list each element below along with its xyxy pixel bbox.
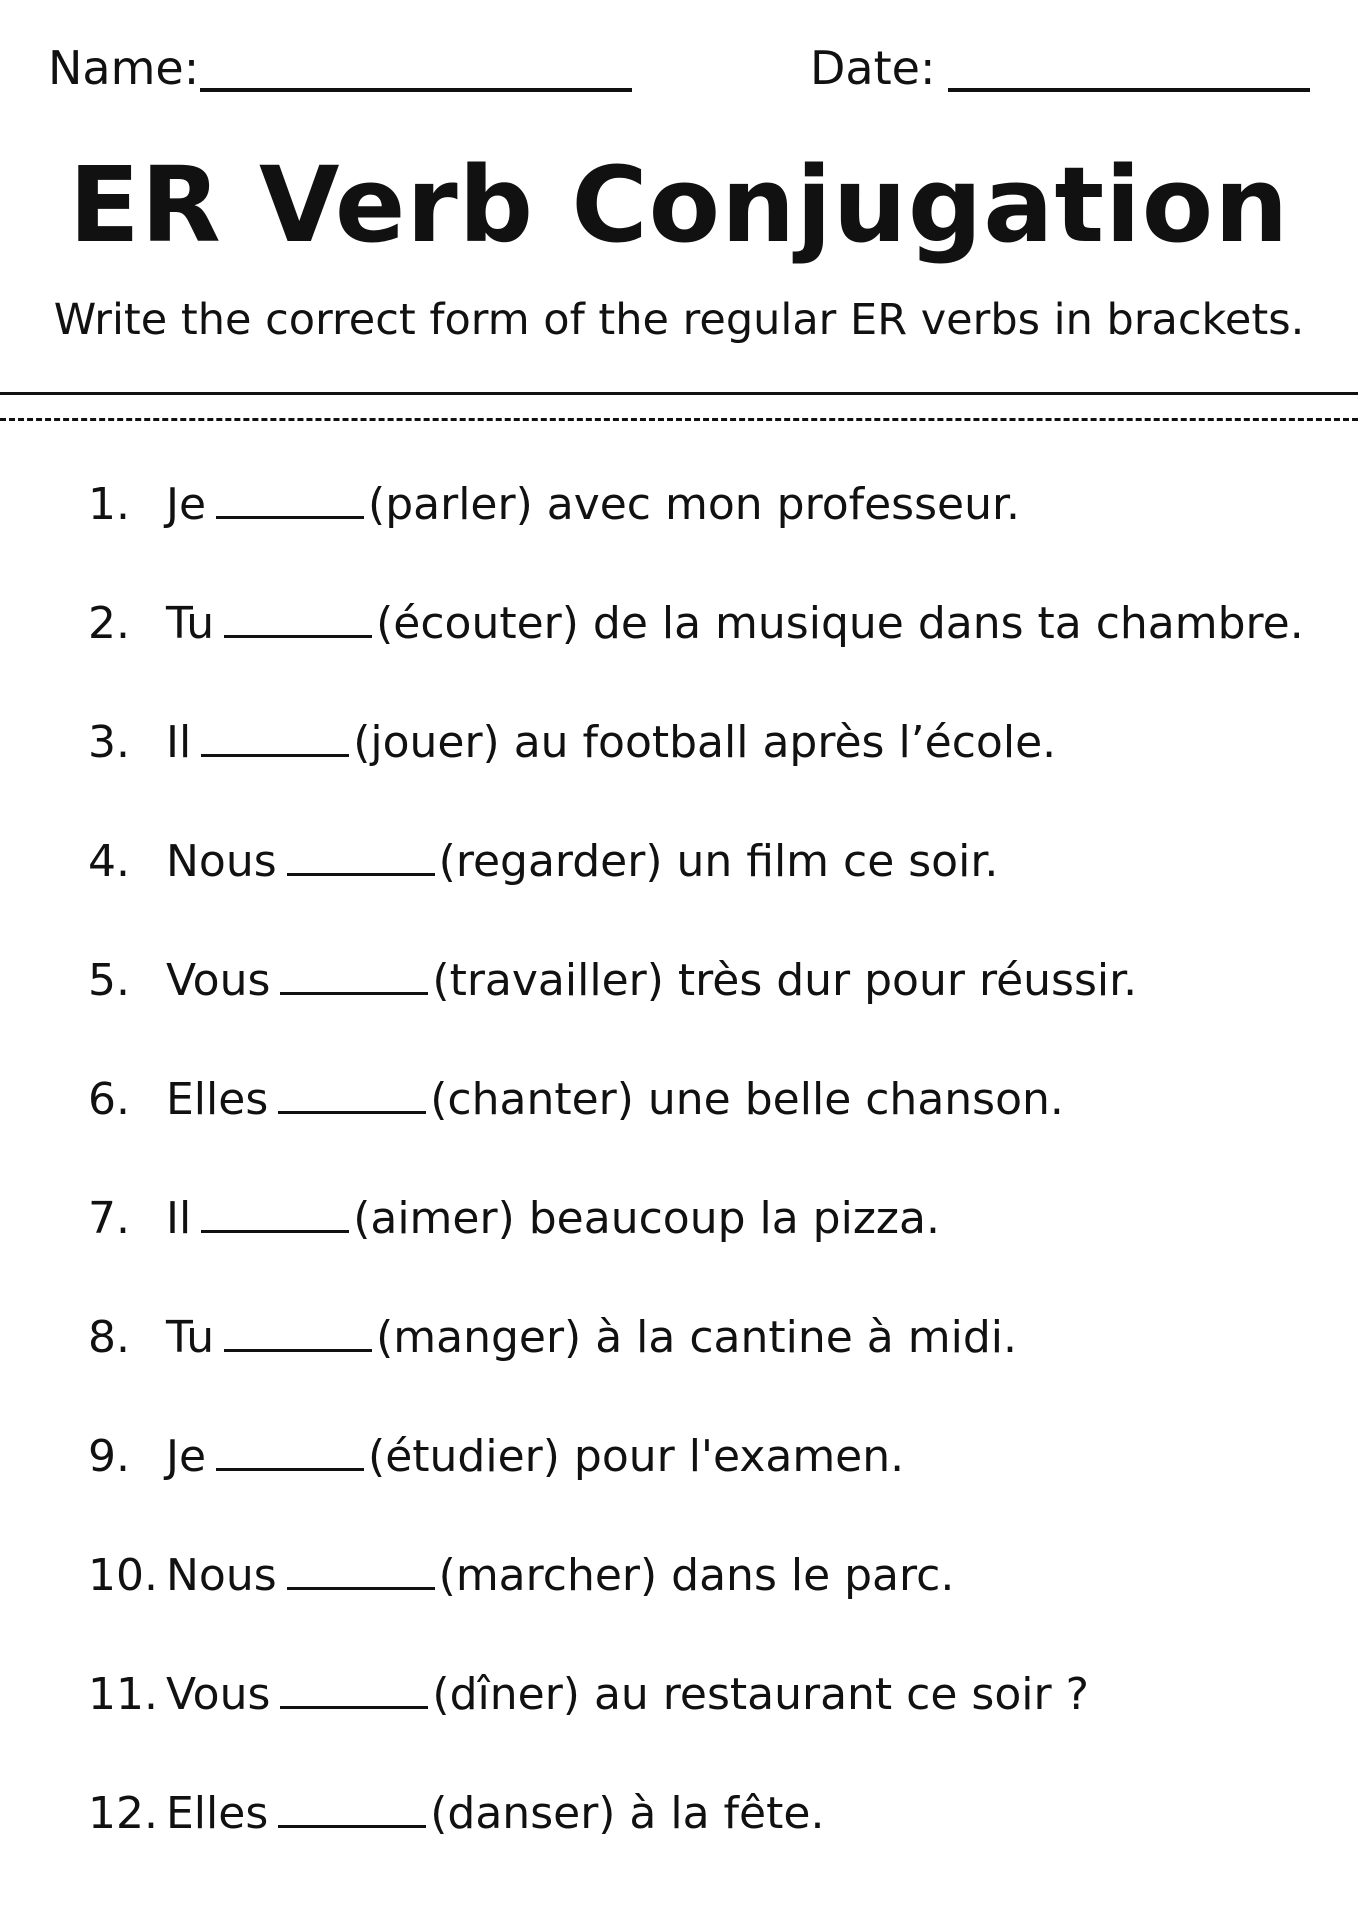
question-number: 11. [88,1669,158,1720]
answer-blank[interactable] [224,1315,372,1352]
question-number: 5. [88,955,130,1006]
answer-blank[interactable] [216,1434,364,1471]
question-number: 9. [88,1431,130,1482]
question-text: (chanter) une belle chanson. [430,1074,1064,1125]
question-text: (aimer) beaucoup la pizza. [353,1193,940,1244]
date-label: Date: [810,41,936,95]
question-text: (marcher) dans le parc. [438,1550,955,1601]
question-text: (manger) à la cantine à midi. [376,1312,1017,1363]
question-number: 4. [88,836,130,887]
question-item [88,1779,1328,1898]
question-text: (étudier) pour l'examen. [368,1431,905,1482]
divider-dashed [0,418,1358,421]
answer-blank[interactable] [280,1672,428,1709]
question-number: 10. [88,1550,158,1601]
question-list [88,470,1328,1898]
answer-blank[interactable] [278,1077,426,1114]
question-number: 12. [88,1788,158,1839]
header-fields [48,38,1310,98]
name-label: Name: [48,41,200,95]
question-text: (danser) à la fête. [430,1788,825,1839]
date-field[interactable] [948,88,1310,92]
question-subject: Tu [166,598,215,649]
question-number: 3. [88,717,130,768]
question-item [88,827,1328,946]
question-subject: Vous [166,955,271,1006]
name-field[interactable] [200,88,632,92]
question-text: (jouer) au football après l’école. [353,717,1057,768]
question-item [88,1065,1328,1184]
question-text: (parler) avec mon professeur. [368,479,1021,530]
question-item [88,1541,1328,1660]
divider-solid [0,392,1358,395]
question-number: 8. [88,1312,130,1363]
question-subject: Il [166,1193,192,1244]
question-number: 1. [88,479,130,530]
question-subject: Je [166,479,207,530]
question-text: (écouter) de la musique dans ta chambre. [376,598,1304,649]
question-subject: Tu [166,1312,215,1363]
instructions: Write the correct form of the regular ER verbs in brackets. [53,295,1305,345]
question-subject: Elles [166,1788,269,1839]
question-number: 2. [88,598,130,649]
question-text: (dîner) au restaurant ce soir ? [432,1669,1089,1720]
question-item [88,1303,1328,1422]
question-item [88,946,1328,1065]
answer-blank[interactable] [278,1791,426,1828]
question-item [88,470,1328,589]
question-subject: Vous [166,1669,271,1720]
page-title: ER Verb Conjugation [68,144,1290,266]
question-subject: Nous [166,1550,277,1601]
answer-blank[interactable] [280,958,428,995]
answer-blank[interactable] [287,1553,435,1590]
question-text: (regarder) un film ce soir. [438,836,999,887]
question-item [88,589,1328,708]
question-item [88,1422,1328,1541]
question-number: 7. [88,1193,130,1244]
question-subject: Nous [166,836,277,887]
question-item [88,708,1328,827]
question-subject: Je [166,1431,207,1482]
answer-blank[interactable] [201,1196,349,1233]
question-subject: Elles [166,1074,269,1125]
answer-blank[interactable] [201,720,349,757]
answer-blank[interactable] [224,601,372,638]
question-item [88,1184,1328,1303]
question-subject: Il [166,717,192,768]
question-text: (travailler) très dur pour réussir. [432,955,1138,1006]
question-item [88,1660,1328,1779]
question-number: 6. [88,1074,130,1125]
answer-blank[interactable] [287,839,435,876]
answer-blank[interactable] [216,482,364,519]
